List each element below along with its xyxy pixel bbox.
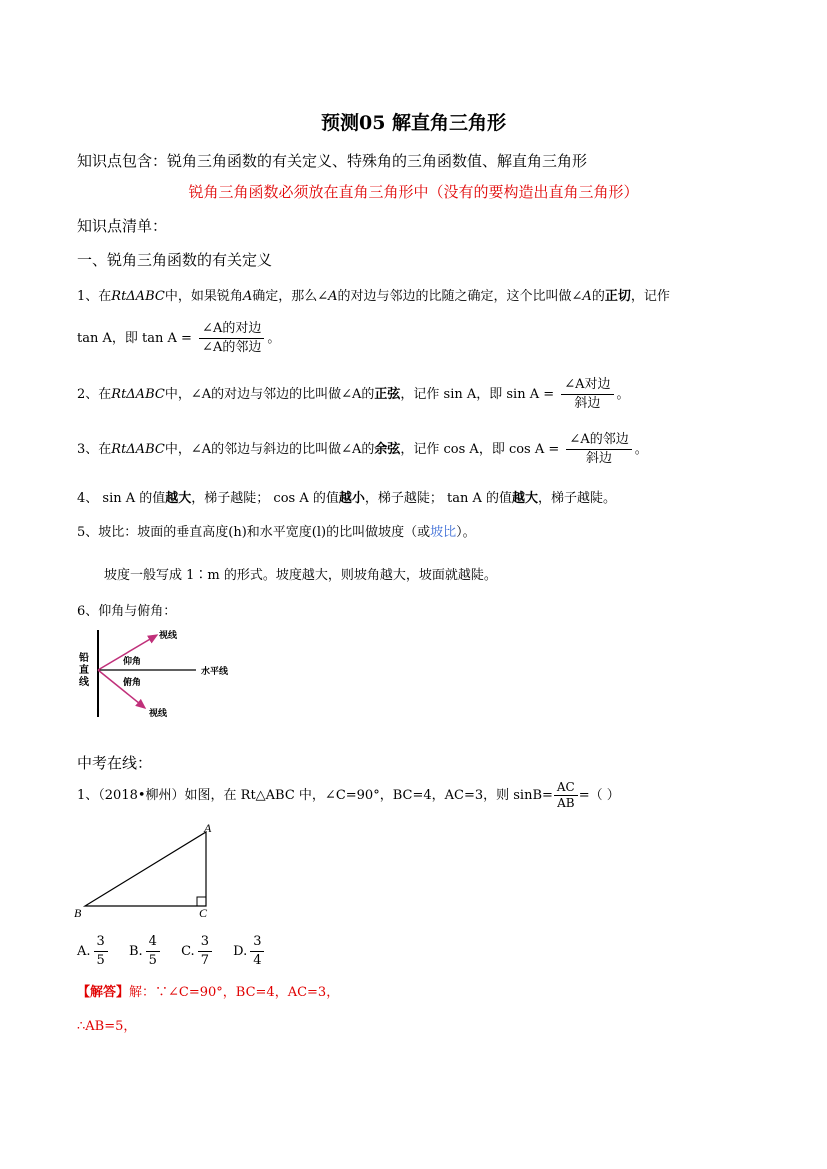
- choice-a[interactable]: A. $\frac{3}{5}$: [77, 933, 111, 970]
- choice-d[interactable]: D. $\frac{3}{4}$: [233, 933, 267, 970]
- right-angle-mark: [197, 897, 206, 906]
- item-2: 2、在RtΔABC中，∠A的对边与邻边的比叫做∠A的正弦，记作 sin A，即 sin A = $\frac{\text{∠A对边}}{\text{斜边}}$ 。: [77, 377, 630, 411]
- triangle-abc: [85, 832, 206, 906]
- question-1: 1、（2018•柳州）如图，在 Rt△ABC 中，∠C=90°，BC=4，AC=3，则 sinB= $\frac{AC}{AB}$ =（ ）: [77, 780, 620, 810]
- vertex-b-label: B: [74, 906, 82, 920]
- sine-fraction: $\frac{\text{∠A对边}}{\text{斜边}}$: [561, 376, 613, 413]
- cosine-fraction: $\frac{\text{∠A的邻边}}{\text{斜边}}$: [566, 431, 631, 468]
- page-title: 预测05 解直角三角形: [320, 112, 507, 134]
- answer-line-1: 【解答】解：∵∠C=90°，BC=4，AC=3，: [77, 985, 340, 1000]
- red-note: 锐角三角函数必须放在直角三角形中（没有的要构造出直角三角形）: [188, 183, 639, 201]
- sight-label-bottom: 视线: [149, 709, 168, 719]
- vertex-c-label: C: [199, 906, 208, 920]
- slope-ratio-link[interactable]: 坡比: [430, 525, 457, 540]
- plumb-label-3: 线: [79, 677, 89, 688]
- right-triangle-figure: [70, 820, 230, 922]
- slope-note: 坡度一般写成 1∶m 的形式。坡度越大，则坡角越大，坡面就越陡。: [104, 568, 497, 583]
- elevation-label: 仰角: [123, 657, 142, 667]
- section-heading-1: 一、锐角三角函数的有关定义: [77, 251, 273, 269]
- depression-label: 俯角: [123, 678, 142, 688]
- vertex-a-label: A: [204, 821, 212, 835]
- answer-line-2: ∴AB=5，: [77, 1019, 137, 1034]
- horizontal-label: 水平线: [201, 667, 229, 677]
- term-cosine: 余弦: [374, 442, 401, 457]
- term-tangent: 正切: [604, 289, 631, 304]
- item-1-line-2: tan A，即 tan A = $\frac{\text{∠A的对边}}{\text{∠A的邻边}}$ 。: [77, 321, 281, 355]
- list-heading: 知识点清单：: [77, 217, 168, 235]
- sinB-fraction: $\frac{AC}{AB}$: [554, 780, 578, 811]
- exam-heading: 中考在线：: [77, 754, 153, 772]
- choice-b[interactable]: B. $\frac{4}{5}$: [129, 933, 163, 970]
- item-6: 6、仰角与俯角：: [77, 604, 177, 619]
- answer-choices: [77, 933, 281, 970]
- sight-label-top: 视线: [159, 631, 178, 641]
- knowledge-points: 知识点包含：锐角三角函数的有关定义、特殊角的三角函数值、解直角三角形: [77, 152, 588, 170]
- item-5: 5、坡比：坡面的垂直高度(h)和水平宽度(l)的比叫做坡度（或坡比）。: [77, 525, 476, 540]
- tangent-fraction: $\frac{\text{∠A的对边}}{\text{∠A的邻边}}$: [199, 320, 264, 357]
- plumb-label-1: 铅: [79, 653, 89, 664]
- item-1-line-1: 1、在RtΔABC中，如果锐角A确定，那么∠A的对边与邻边的比随之确定，这个比叫做∠A的正切，记作: [77, 289, 670, 304]
- term-sine: 正弦: [374, 387, 401, 402]
- item-4: 4、 sin A 的值越大，梯子越陡； cos A 的值越小，梯子越陡； tan A 的值越大，梯子越陡。: [77, 491, 617, 506]
- plumb-label-2: 直: [79, 665, 89, 676]
- answer-tag: 【解答】: [77, 985, 130, 1000]
- sight-line-down: [98, 670, 145, 708]
- choice-c[interactable]: C. $\frac{3}{7}$: [181, 933, 215, 970]
- item-3: 3、在RtΔABC中，∠A的邻边与斜边的比叫做∠A的余弦，记作 cos A，即 cos A = $\frac{\text{∠A的邻边}}{\text{斜边}}$ 。: [77, 432, 648, 466]
- elevation-depression-figure: [77, 625, 277, 725]
